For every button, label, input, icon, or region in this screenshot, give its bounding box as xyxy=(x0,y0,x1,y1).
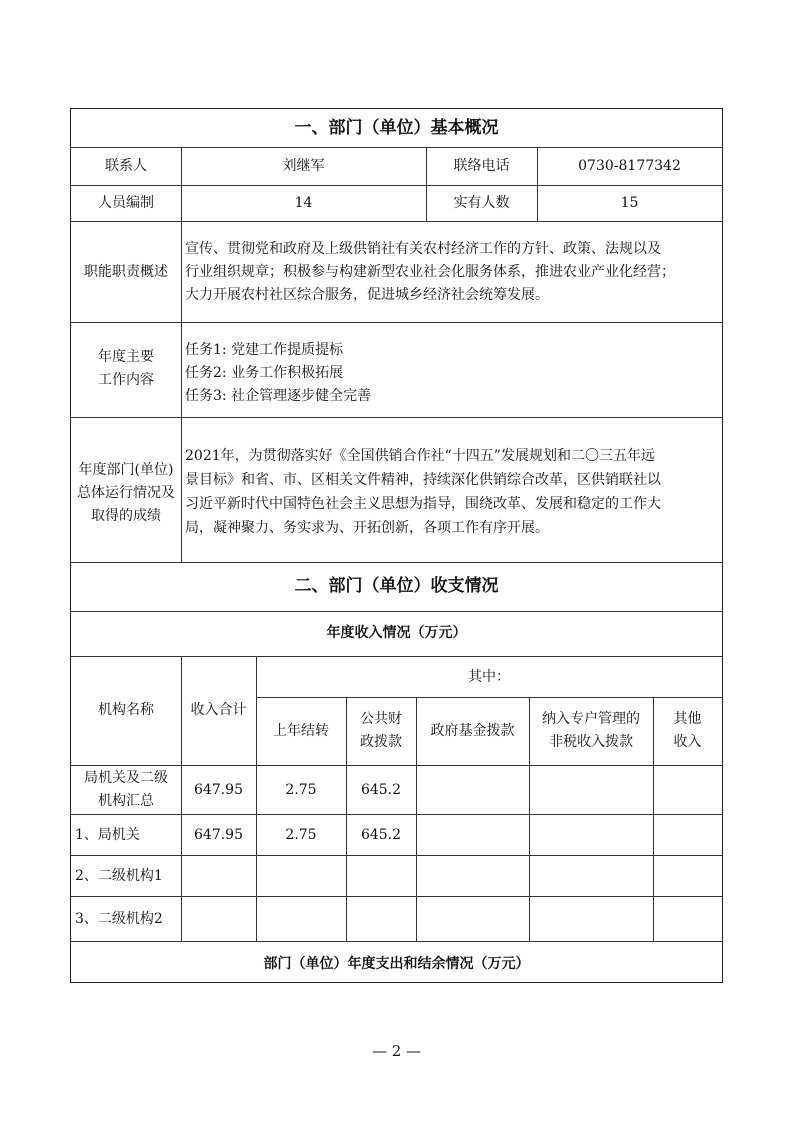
row-fiscal: 645.2 xyxy=(360,827,402,843)
col-nontax-header: 非税收入拨款 xyxy=(549,734,633,750)
row-divider xyxy=(71,656,722,657)
contact-value: 刘继军 xyxy=(282,158,325,174)
duties-label: 职能职责概述 xyxy=(84,264,168,280)
actual-staff-value: 15 xyxy=(620,195,639,211)
section2-title: 二、部门（单位）收支情况 xyxy=(294,576,499,596)
row-divider xyxy=(71,941,722,942)
row-divider xyxy=(71,417,722,418)
expense-title: 部门（单位）年度支出和结余情况（万元） xyxy=(263,956,530,972)
results-label-line: 取得的成绩 xyxy=(91,508,161,524)
row-carryover: 2.75 xyxy=(285,782,317,798)
col-org-header: 机构名称 xyxy=(98,702,154,718)
results-label-line: 总体运行情况及 xyxy=(77,485,175,501)
row-fiscal: 645.2 xyxy=(360,782,402,798)
row-org-name: 1、局机关 xyxy=(75,827,140,843)
col-gov-fund-header: 政府基金拨款 xyxy=(430,723,515,739)
col-total-header: 收入合计 xyxy=(190,702,247,718)
col-nontax-header: 纳入专户管理的 xyxy=(542,711,640,727)
tasks-label-line: 年度主要 xyxy=(98,349,154,365)
results-line: 景目标》和省、市、区相关文件精神，持续深化供销综合改革，区供销联社以 xyxy=(185,472,661,488)
duties-line: 宣传、贯彻党和政府及上级供销社有关农村经济工作的方针、政策、法规以及 xyxy=(185,241,661,257)
task-item: 任务1: 党建工作提质提标 xyxy=(185,342,344,358)
col-of-which-header: 其中： xyxy=(468,669,510,685)
contact-label: 联系人 xyxy=(105,158,147,174)
row-divider xyxy=(71,896,722,897)
income-title: 年度收入情况（万元） xyxy=(326,625,467,641)
task-item: 任务3: 社企管理逐步健全完善 xyxy=(185,388,372,404)
tasks-label-line: 工作内容 xyxy=(98,372,154,388)
row-divider xyxy=(71,322,722,323)
col-other-header: 收入 xyxy=(673,734,702,750)
results-line: 2021年，为贯彻落实好《全国供销合作社“十四五”发展规划和二〇三五年远 xyxy=(185,448,655,464)
row-total: 647.95 xyxy=(194,782,243,798)
row-divider xyxy=(71,147,722,148)
row-divider xyxy=(71,855,722,856)
phone-value: 0730-8177342 xyxy=(578,158,681,174)
task-item: 任务2: 业务工作积极拓展 xyxy=(185,365,344,381)
row-org-name: 局机关及二级 xyxy=(84,770,168,786)
staff-quota-value: 14 xyxy=(294,195,313,211)
row-org-name: 机构汇总 xyxy=(98,793,154,809)
staff-quota-label: 人员编制 xyxy=(98,195,154,211)
duties-line: 行业组织规章；积极参与构建新型农业社会化服务体系，推进农业产业化经营； xyxy=(185,264,675,280)
section1-title: 一、部门（单位）基本概况 xyxy=(294,118,499,138)
col-fiscal-header: 公共财 xyxy=(360,711,402,727)
document-table xyxy=(70,108,723,983)
phone-label: 联络电话 xyxy=(453,158,510,174)
results-line: 习近平新时代中国特色社会主义思想为指导，围绕改革、发展和稳定的工作大 xyxy=(185,496,661,512)
actual-staff-label: 实有人数 xyxy=(453,195,510,211)
row-carryover: 2.75 xyxy=(285,827,317,843)
col-other-header: 其他 xyxy=(673,711,702,727)
row-divider xyxy=(71,611,722,612)
row-divider xyxy=(71,814,722,815)
row-divider xyxy=(71,221,722,222)
row-org-name: 2、二级机构1 xyxy=(75,868,163,884)
col-fiscal-header: 政拨款 xyxy=(360,734,402,750)
results-line: 局，凝神聚力、务实求为、开拓创新，各项工作有序开展。 xyxy=(185,520,549,536)
row-divider xyxy=(71,562,722,563)
row-divider xyxy=(71,765,722,766)
results-label-line: 年度部门(单位) xyxy=(78,462,174,478)
duties-line: 大力开展农村社区综合服务，促进城乡经济社会统筹发展。 xyxy=(185,287,549,303)
page-number: — 2 — xyxy=(371,1042,422,1060)
row-divider xyxy=(71,185,722,186)
row-total: 647.95 xyxy=(194,827,243,843)
col-carryover-header: 上年结转 xyxy=(273,723,329,739)
row-org-name: 3、二级机构2 xyxy=(75,911,163,927)
